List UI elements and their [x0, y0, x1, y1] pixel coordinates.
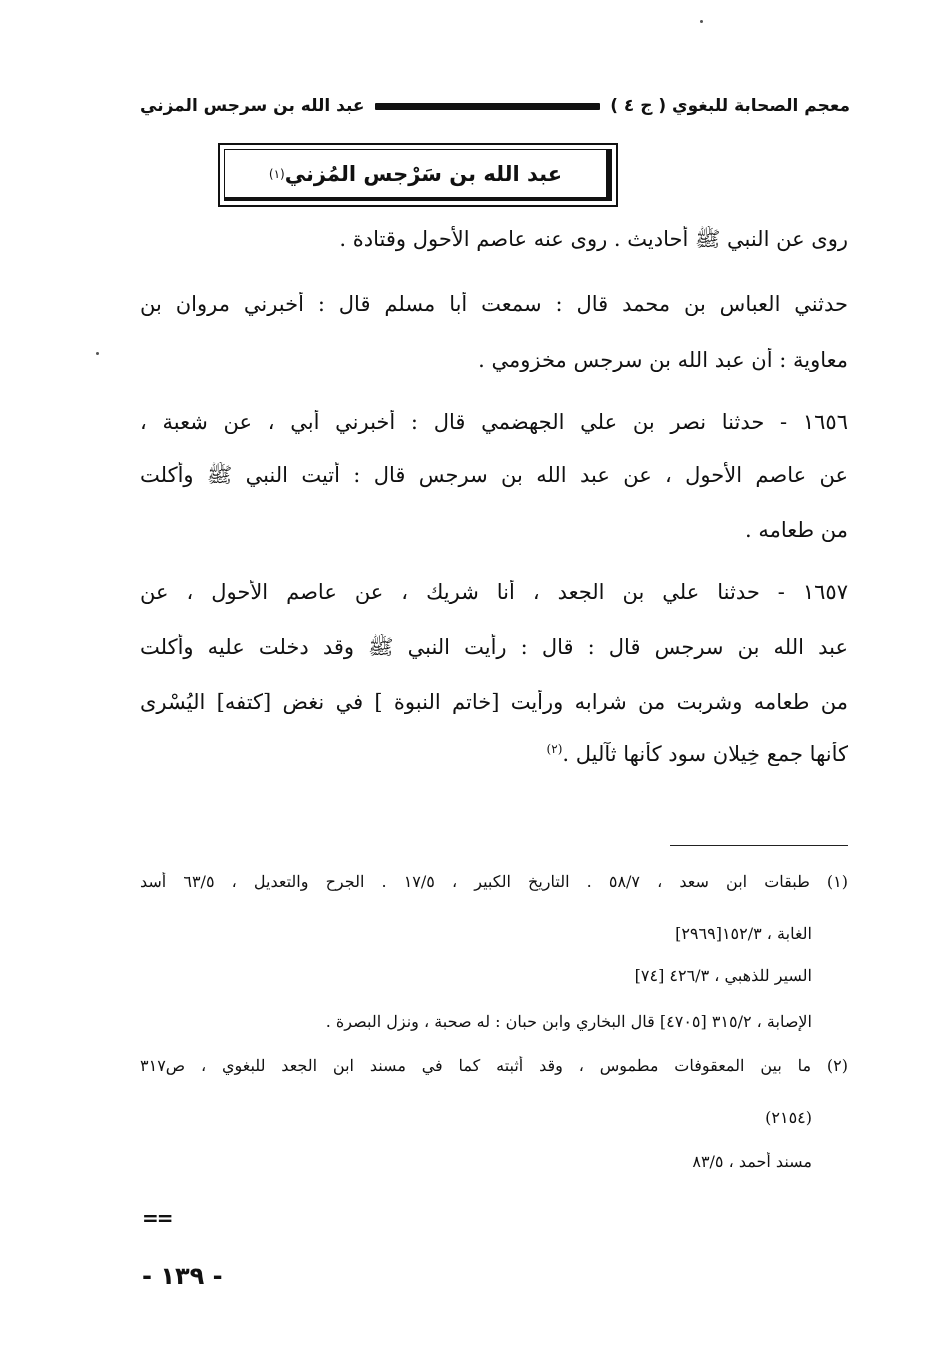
entry-title-box [218, 143, 618, 207]
footnote-2-line3: مسند أحمد ، ٨٣/٥ [692, 1152, 812, 1171]
hadith-1657-line4-text: كأنها جمع خِيلان سود كأنها ثآليل . [562, 742, 848, 766]
footnote-2-line1: (٢) ما بين المعقوفات مطموس ، وقد أثبته كما في مسند ابن الجعد للبغوي ، ص٣١٧ [140, 1056, 848, 1075]
para1-line1: حدثني العباس بن محمد قال : سمعت أبا مسلم قال : أخبرني مروان بن [140, 292, 848, 316]
footnote-separator [670, 845, 848, 846]
entry-name: عبد الله بن سرجس المزني [140, 96, 365, 116]
footnote-1-line1: (١) طبقات ابن سعد ، ٥٨/٧ . التاريخ الكبير ، ١٧/٥ . الجرح والتعديل ، ٦٣/٥ أسد [140, 872, 848, 891]
hadith-1656-line2: عن عاصم الأحول ، عن عبد الله بن سرجس قال : أتيت النبي ﷺ وأكلت [140, 463, 848, 487]
hadith-1657-line2: عبد الله بن سرجس قال : قال : رأيت النبي ﷺ وقد دخلت عليه وأكلت [140, 635, 848, 659]
page-number: - ١٣٩ - [142, 1262, 223, 1290]
scan-speck [96, 352, 99, 355]
book-title: معجم الصحابة للبغوي ( ج ٤ ) [610, 96, 850, 116]
hadith-1657-line1: ١٦٥٧ - حدثنا علي بن الجعد ، أنا شريك ، عن عاصم الأحول ، عن [140, 580, 848, 604]
footer-mark: == [142, 1206, 172, 1230]
footnote-1-line4: الإصابة ، ٣١٥/٢ [٤٧٠٥] قال البخاري وابن حبان : له صحبة ، ونزل البصرة . [325, 1012, 812, 1031]
footnote-2-line2: (٢١٥٤) [765, 1108, 812, 1127]
entry-title: عبد الله بن سَرْجس المُزني [284, 161, 563, 186]
header-rule [375, 103, 601, 110]
intro-line: روى عن النبي ﷺ أحاديث . روى عنه عاصم الأحول وقتادة . [339, 227, 848, 251]
scan-speck [700, 20, 703, 23]
title-footnote-ref: (١) [268, 166, 285, 181]
entry-title-frame [224, 149, 612, 201]
para1-line2: معاوية : أن عبد الله بن سرجس مخزومي . [478, 348, 848, 372]
hadith-1656-line3: من طعامه . [744, 518, 848, 542]
hadith-footnote-ref: (٢) [546, 742, 563, 756]
hadith-1657-line3: من طعامه وشربت من شرابه ورأيت [خاتم النبوة ] في نغض [كتفه] اليُسْرى [140, 690, 848, 714]
hadith-1656-line1: ١٦٥٦ - حدثنا نصر بن علي الجهضمي قال : أخبرني أبي ، عن شعبة ، [140, 410, 848, 434]
footnote-1-line2: الغابة ، ١٥٢/٣[٢٩٦٩] [675, 924, 812, 943]
footnote-1-line3: السير للذهبي ، ٤٢٦/٣ [٧٤] [634, 966, 812, 985]
running-header [140, 88, 850, 124]
hadith-1657-line4 [140, 742, 848, 766]
